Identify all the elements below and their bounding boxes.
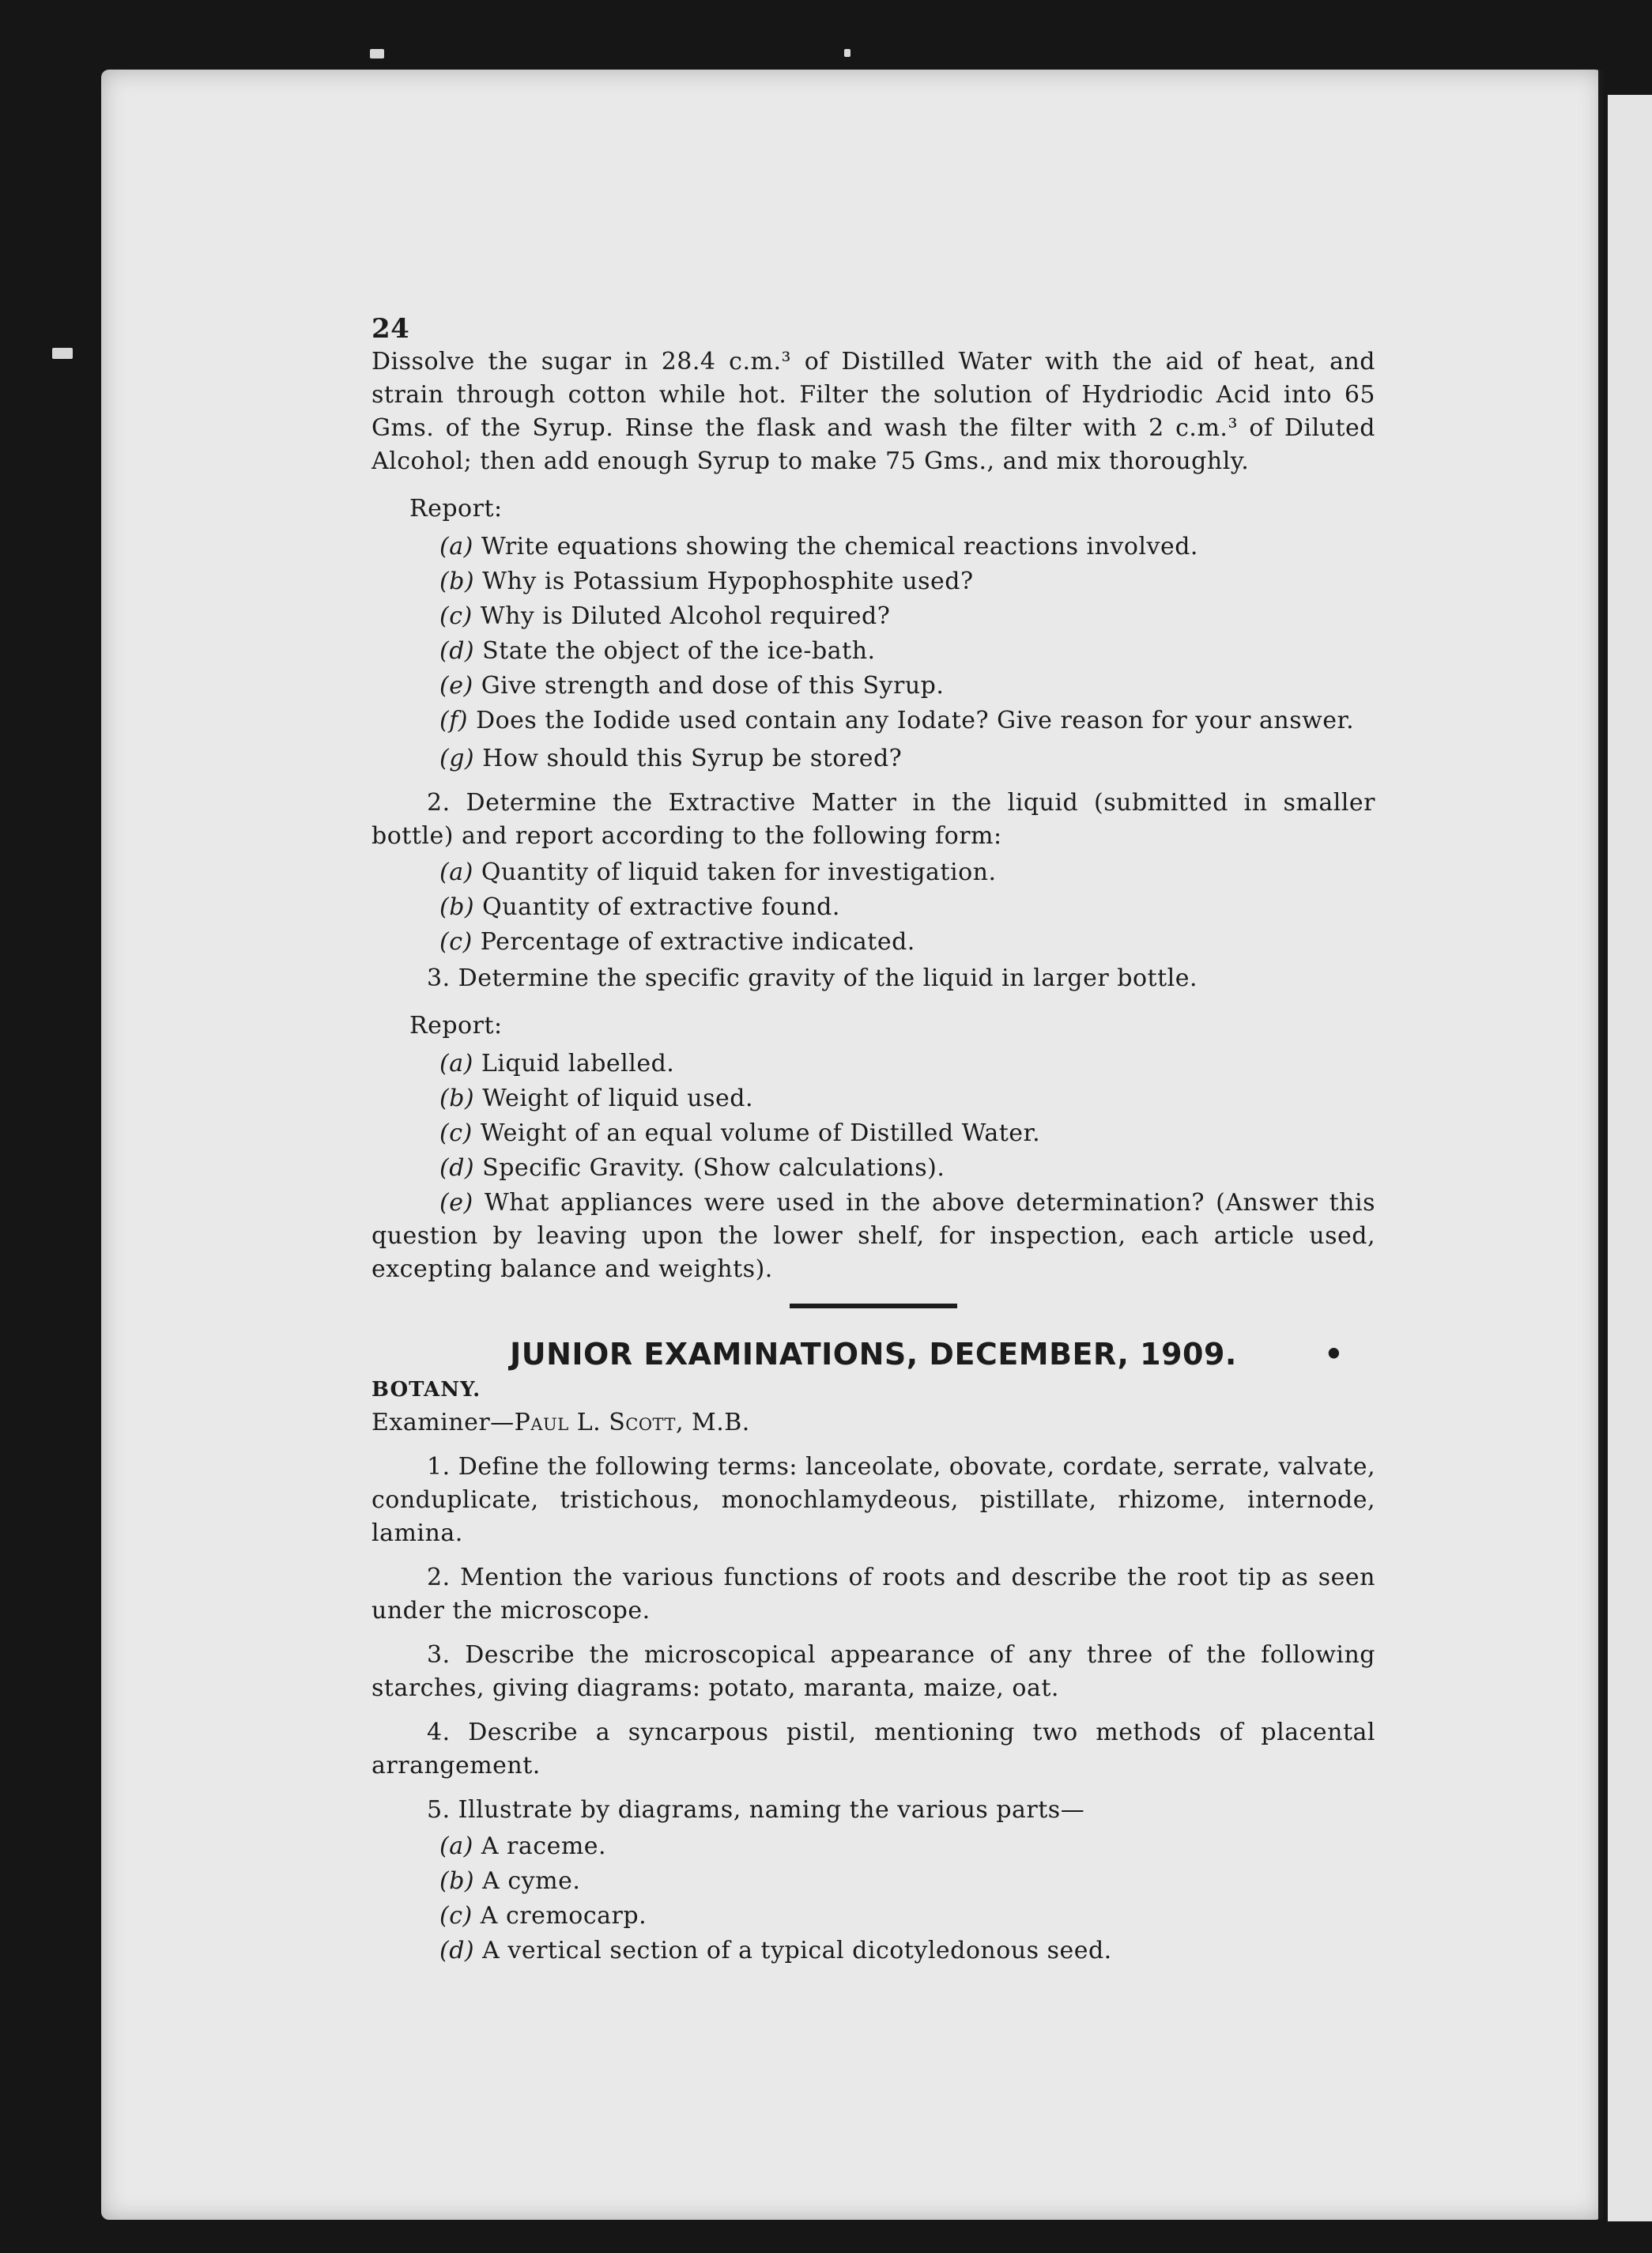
question-3: 3. Determine the specific gravity of the liquid in larger bottle. [427, 964, 1198, 992]
list-item [372, 1152, 1375, 1185]
examiner-name: Paul L. Scott [514, 1409, 676, 1436]
item-text: How should this Syrup be stored? [482, 745, 903, 772]
list-item [372, 1082, 1375, 1115]
item-tag: (b) [439, 893, 475, 921]
list-item [372, 1047, 1375, 1081]
item-tag: (e) [439, 1189, 473, 1217]
page-edge [1598, 70, 1603, 2220]
item-text: Quantity of extractive found. [482, 893, 840, 921]
list-item [372, 1900, 1375, 1933]
item-text: A raceme. [481, 1832, 607, 1860]
intro-paragraph: Dissolve the sugar in 28.4 c.m.³ of Distilled Water with the aid of heat, and strain through cotton while hot. Filter the solution of Hydriodic Acid into 65 Gms. of the Syrup. Rinse the flask and wash the filter with 2 c.m.³ of Diluted Alcohol; then add enough Syrup to make 75 Gms., and mix thoroughly. [372, 348, 1375, 475]
item-text: A cyme. [482, 1867, 581, 1895]
item-tag: (c) [439, 928, 473, 956]
item-tag: (b) [439, 1085, 475, 1112]
list-item [372, 635, 1375, 668]
item-text: Percentage of extractive indicated. [480, 928, 915, 956]
examiner-line [372, 1406, 1375, 1440]
document-body [372, 312, 1375, 1969]
item-text: State the object of the ice-bath. [482, 637, 876, 665]
item-tag: (a) [439, 859, 473, 886]
examiner-prefix: Examiner— [372, 1409, 515, 1436]
list-item [372, 926, 1375, 959]
list-item [372, 742, 1375, 776]
item-text: Why is Potassium Hypophosphite used? [482, 568, 974, 595]
subject-title: BOTANY. [372, 1378, 481, 1402]
botany-question-4: 4. Describe a syncarpous pistil, mentioning two methods of placental arrangement. [372, 1719, 1375, 1779]
adjacent-page [1608, 95, 1652, 2221]
list-item [372, 704, 1375, 738]
list-item [372, 1187, 1375, 1286]
botany-question-5: 5. Illustrate by diagrams, naming the various parts— [427, 1796, 1085, 1824]
list-item [372, 1865, 1375, 1898]
list-item [372, 1830, 1375, 1863]
item-text: Weight of an equal volume of Distilled Water. [480, 1119, 1041, 1147]
item-text: Quantity of liquid taken for investigation. [481, 859, 997, 886]
question-2: 2. Determine the Extractive Matter in the liquid (submitted in smaller bottle) and report according to the following form: [372, 789, 1375, 850]
scan-mark [370, 49, 384, 58]
item-tag: (f) [439, 707, 469, 734]
item-tag: (b) [439, 1867, 475, 1895]
section-heading-text: JUNIOR EXAMINATIONS, DECEMBER, 1909. [510, 1337, 1237, 1372]
item-text: Give strength and dose of this Syrup. [481, 672, 945, 700]
item-text: Does the Iodide used contain any Iodate? Give reason for your answer. [476, 707, 1355, 734]
item-text: Weight of liquid used. [482, 1085, 753, 1112]
page-number: 24 [372, 313, 410, 345]
list-item [372, 856, 1375, 889]
item-tag: (d) [439, 1154, 475, 1182]
item-text: A cremocarp. [480, 1902, 647, 1930]
scan-mark [52, 348, 73, 359]
item-text: What appliances were used in the above determination? (Answer this question by leaving upon the lower shelf, for inspection, each article used, excepting balance and weights). [372, 1189, 1375, 1283]
section-divider [790, 1304, 957, 1308]
item-text: Specific Gravity. (Show calculations). [482, 1154, 945, 1182]
item-tag: (g) [439, 745, 475, 772]
list-item [372, 530, 1375, 564]
item-text: Liquid labelled. [481, 1050, 675, 1077]
botany-question-1: 1. Define the following terms: lanceolate, obovate, cordate, serrate, valvate, conduplicate, tristichous, monochlamydeous, pistillate, rhizome, internode, lamina. [372, 1453, 1375, 1547]
report-label: Report: [409, 495, 503, 523]
botany-question-3: 3. Describe the microscopical appearance of any three of the following starches, giving diagrams: potato, maranta, maize, oat. [372, 1641, 1375, 1702]
item-tag: (d) [439, 637, 475, 665]
examiner-suffix: , M.B. [675, 1409, 750, 1436]
list-item [372, 565, 1375, 598]
item-tag: (e) [439, 672, 473, 700]
list-item [372, 670, 1375, 703]
item-tag: (b) [439, 568, 475, 595]
bullet-mark: • [1324, 1337, 1344, 1372]
item-text: A vertical section of a typical dicotyledonous seed. [482, 1937, 1112, 1964]
list-item [372, 1934, 1375, 1968]
item-text: Why is Diluted Alcohol required? [480, 602, 891, 630]
report-label: Report: [409, 1012, 503, 1040]
item-tag: (c) [439, 1902, 473, 1930]
list-item [372, 891, 1375, 924]
item-tag: (c) [439, 602, 473, 630]
list-item [372, 600, 1375, 633]
item-tag: (d) [439, 1937, 475, 1964]
scan-mark [844, 49, 851, 57]
item-tag: (a) [439, 1832, 473, 1860]
botany-question-2: 2. Mention the various functions of roots and describe the root tip as seen under the microscope. [372, 1564, 1375, 1625]
item-tag: (a) [439, 533, 473, 560]
item-tag: (a) [439, 1050, 473, 1077]
item-text: Write equations showing the chemical reactions involved. [481, 533, 1198, 560]
section-heading [372, 1335, 1375, 1373]
item-tag: (c) [439, 1119, 473, 1147]
list-item [372, 1117, 1375, 1150]
